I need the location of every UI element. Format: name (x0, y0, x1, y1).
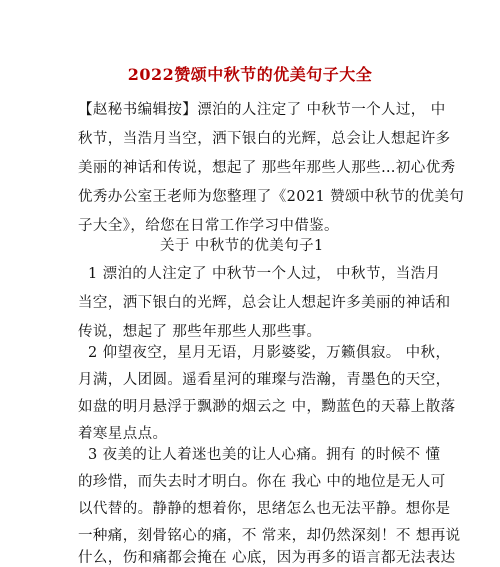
paragraph-1-line-2: 当空，洒下银白的光辉，总会让人想起许多美丽的神话和 (78, 295, 451, 311)
document-title: 2022赞颂中秋节的优美句子大全 (127, 65, 373, 84)
paragraph-2-line-2: 月满，人团圆。遥看星河的璀璨与浩瀚，青墨色的天空， (78, 372, 451, 388)
intro-line-1: 【赵秘书编辑按】漂泊的人注定了 中秋节一个人过， 中 (78, 102, 446, 118)
paragraph-3-line-2: 的珍惜，而失去时才明白。你在 我心 中的地位是无人可 (78, 474, 446, 490)
paragraph-2-line-1: 2 仰望夜空，星月无语，月影婆娑，万籁俱寂。 中秋， (88, 345, 451, 361)
intro-line-3: 美丽的神话和传说，想起了 那些年那些人那些…初心优秀 (78, 160, 456, 176)
paragraph-1-line-3: 传说，想起了 那些年那些人那些事。 (78, 324, 322, 340)
section-heading: 关于 中秋节的优美句子1 (160, 238, 324, 254)
intro-line-5: 子大全》，给您在日常工作学习中借鉴。 (78, 218, 339, 234)
intro-line-4: 优秀办公室王老师为您整理了《2021 赞颂中秋节的优美句 (78, 189, 465, 205)
paragraph-3-line-4: 一种痛，刻骨铭心的痛，不 常来，却仍然深刻！不 想再说 (78, 528, 461, 544)
paragraph-3-line-1: 3 夜美的让人着迷也美的让人心痛。拥有 的时候不 懂 (88, 447, 441, 463)
paragraph-3-line-5: 什么，伤和痛都会掩在 心底，因为再多的语言都无法表达 (78, 550, 456, 566)
paragraph-2-line-3: 如盘的明月悬浮于飘渺的烟云之 中，黝蓝色的天幕上散落 (78, 399, 456, 415)
intro-line-2: 秋节，当浩月当空，洒下银白的光辉，总会让人想起许多 (78, 131, 451, 147)
paragraph-3-line-3: 以代替的。静静的想着你，思绪怎么也无法平静。想你是 (78, 501, 451, 517)
paragraph-2-line-4: 着寒星点点。 (78, 426, 168, 442)
paragraph-1-line-1: 1 漂泊的人注定了 中秋节一个人过， 中秋节，当浩月 (88, 266, 441, 282)
